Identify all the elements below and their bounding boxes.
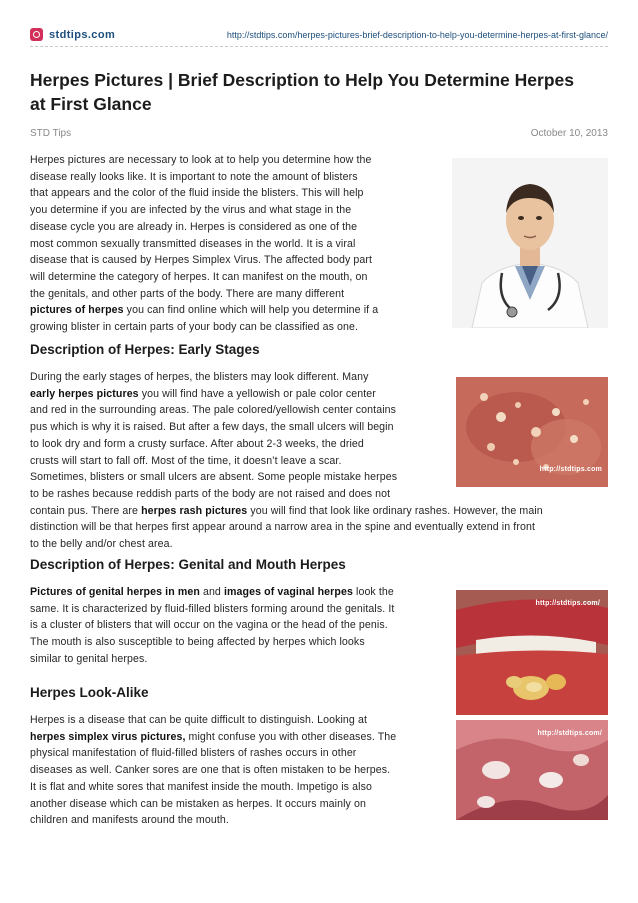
image-watermark: http://stdtips.com (539, 466, 602, 473)
text-fragment: look the (352, 586, 394, 598)
text-line: most common sexually transmitted diseases in the world. It is a viral (30, 237, 356, 250)
text-fragment: contain pus. There are (30, 504, 142, 517)
text-line: will determine the category of herpes. It can manifest on the mouth, on (30, 270, 368, 283)
text-fragment: and (199, 586, 224, 598)
text-line: similar to genital herpes. (30, 652, 148, 665)
text-line: and red in the surrounding areas. The pale colored/yellowish center contains (30, 404, 397, 417)
site-name: stdtips.com (49, 28, 116, 41)
site-logo[interactable] (30, 28, 115, 41)
section-heading-look-alike: Herpes Look-Alike (30, 685, 149, 700)
text-line (30, 584, 450, 601)
page-url-link[interactable]: http://stdtips.com/herpes-pictures-brief-description-to-help-you-determine-herpes-at-first-glance/ (226, 30, 608, 40)
doctor-illustration (452, 158, 608, 328)
text-line: growing blister in certain parts of your body can be classified as one. (30, 321, 359, 334)
text-line: same. It is characterized by fluid-filled blisters forming around the genitals. It (30, 602, 395, 615)
text-line: disease really looks like. It is important to note the amount of blisters (30, 170, 358, 183)
skin-blister-photo (456, 377, 608, 487)
image-watermark: http://stdtips.com/ (535, 600, 600, 607)
text-line (30, 729, 450, 746)
keyword-link[interactable]: pictures of herpes (30, 304, 124, 317)
mouth-sores-photo (456, 720, 608, 820)
section-heading-early-stages: Description of Herpes: Early Stages (30, 342, 260, 357)
logo-icon (30, 28, 43, 41)
text-line: that appears and the color of the fluid inside the blisters. This will help (30, 187, 364, 200)
section-heading-genital-mouth: Description of Herpes: Genital and Mouth Herpes (30, 557, 346, 572)
article-meta (30, 128, 608, 139)
text-line: disease cycle you are already in. Herpes is considered as one of the (30, 220, 358, 233)
text-line: The mouth is also susceptible to being affected by herpes which looks (30, 636, 365, 649)
intro-paragraph (30, 152, 440, 336)
image-watermark: http://stdtips.com/ (537, 730, 602, 737)
text-fragment: might confuse you with other diseases. The (185, 730, 397, 743)
keyword-link[interactable]: images of vaginal herpes (223, 586, 353, 598)
keyword-link[interactable]: herpes rash pictures (141, 504, 248, 517)
text-line: to look dry and form a crusty surface. After about 2-3 weeks, the dried (30, 437, 364, 450)
keyword-link[interactable]: herpes simplex virus pictures, (30, 730, 186, 743)
text-line: disease that is caused by Herpes Simplex Virus. The affected body part (30, 254, 373, 267)
text-line: children and manifests around the mouth. (30, 814, 229, 827)
text-line: you determine if you are infected by the virus and what stage in the (30, 204, 352, 217)
lips-illustration (456, 590, 608, 715)
lip-herpes-photo (456, 590, 608, 715)
text-line: Sometimes, blisters or small ulcers are absent. Some people mistake herpes (30, 471, 398, 484)
text-line: to the belly and/or chest area. (30, 538, 173, 551)
text-line: diseases as well. Canker sores are one that is often mistaken to be herpes. (30, 764, 391, 777)
text-line (30, 302, 440, 319)
text-line: physical manifestation of fluid-filled blisters of rashes occurs in other (30, 747, 357, 760)
article-title: Herpes Pictures | Brief Description to Help You Determine Herpes at First Glance (30, 70, 574, 114)
text-line: distinction will be that herpes first appear around a narrow area in the spine and eventually extend in front (30, 521, 535, 534)
text-line: Herpes pictures are necessary to look at to help you determine how the (30, 154, 372, 166)
article-author: STD Tips (30, 128, 72, 139)
keyword-link[interactable]: Pictures of genital herpes in men (30, 586, 200, 598)
text-line: the genitals, and other parts of the body. There are many different (30, 287, 345, 300)
keyword-link[interactable]: early herpes pictures (30, 387, 139, 400)
text-line: It is flat and white sores that manifest inside the mouth. Impetigo is also (30, 780, 372, 793)
text-line: crusts will start to fall off. Most of the time, it doesn’t leave a scar. (30, 454, 342, 467)
genital-mouth-paragraph (30, 584, 450, 668)
text-fragment: you can find online which will help you determine if a (123, 304, 379, 317)
page-header (30, 24, 608, 47)
text-line: During the early stages of herpes, the blisters may look different. Many (30, 371, 369, 383)
text-line: to be rashes because reddish parts of the body are not raised and does not (30, 487, 391, 500)
doctor-photo (452, 158, 608, 328)
text-fragment: you will find have a yellowish or pale color center (138, 387, 376, 400)
text-line: another disease which can be mistaken as herpes. It occurs mainly on (30, 797, 366, 810)
text-line: pus which is why it is raised. But after a few days, the small ulcers will begin (30, 421, 394, 434)
text-fragment: you will find that look like ordinary rashes. However, the main (247, 504, 543, 517)
text-line: is a cluster of blisters that will occur on the vagina or the head of the penis. (30, 619, 388, 632)
text-line: Herpes is a disease that can be quite difficult to distinguish. Looking at (30, 714, 367, 726)
text-line (30, 503, 615, 520)
look-alike-paragraph (30, 712, 450, 829)
article-date: October 10, 2013 (530, 128, 608, 139)
